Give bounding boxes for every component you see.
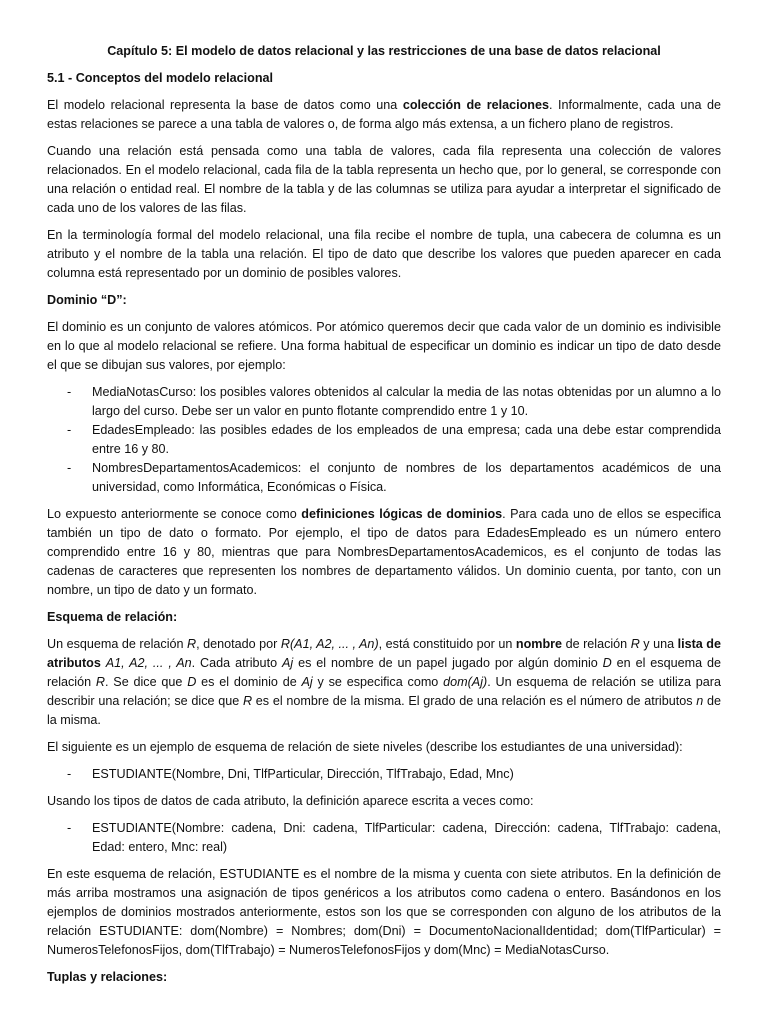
list-item: - ESTUDIANTE(Nombre, Dni, TlfParticular, Dirección, TlfTrabajo, Edad, Mnc): [47, 765, 721, 784]
paragraph-logical-domains: [47, 505, 721, 600]
text-run: es el nombre de la misma. El grado de una relación es el número de atributos: [252, 694, 697, 708]
italic-term: dom(Aj): [443, 675, 488, 689]
bold-term: lista de atributos: [47, 637, 722, 670]
text-run: . Se dice que: [105, 675, 188, 689]
text-run: y una: [639, 637, 678, 651]
tuplas-heading: Tuplas y relaciones:: [47, 970, 168, 984]
list-item: - MediaNotasCurso: los posibles valores obtenidos al calcular la media de las notas obtenidas por un alumno a lo largo del curso. Debe ser un valor en punto flotante comprendido entre 1 y 10.: [47, 383, 721, 421]
paragraph-text: . Para cada uno de ellos se especifica también un tipo de dato o formato. Por ejemplo, el tipo de datos para EdadesEmpleado es un número entero comprendido entre 16 y 80, mientras que para NombresDepartamentosAcademicos, es el conjunto de todas las cadenas de caracteres que representen los nombres de departamento válidos. Un dominio cuenta, por tanto, con un nombre, un tipo de dato y un formato.: [47, 507, 721, 597]
text-run: , denotado por: [196, 637, 281, 651]
list-item: - NombresDepartamentosAcademicos: el conjunto de nombres de los departamentos académicos de una universidad, como Informática, Económicas o Física.: [47, 459, 721, 497]
italic-term: R(A1, A2, ... , An): [280, 637, 379, 651]
italic-term: D: [187, 675, 197, 689]
text-run: . Cada atributo: [191, 656, 282, 670]
text-run: Un esquema de relación: [47, 637, 188, 651]
paragraph-text: Lo expuesto anteriormente se conoce como: [47, 507, 302, 521]
esquema-heading: Esquema de relación:: [47, 610, 178, 624]
dominio-heading: Dominio “D”:: [47, 293, 127, 307]
italic-term: A1, A2, ... , An: [105, 656, 192, 670]
list-item: - EdadesEmpleado: las posibles edades de los empleados de una empresa; cada una debe estar comprendida entre 16 y 80.: [47, 421, 721, 459]
paragraph-typed-intro: Usando los tipos de datos de cada atributo, la definición aparece escrita a veces como:: [47, 794, 534, 808]
text-run: , está constituido por un: [378, 637, 516, 651]
bold-term: definiciones lógicas de dominios: [301, 507, 503, 521]
paragraph-schema-explanation: En este esquema de relación, ESTUDIANTE es el nombre de la misma y cuenta con siete atributos. En la definición de más arriba mostramos una asignación de tipos genéricos a los atributos como cadena o entero. Basándonos en los ejemplos de dominios mostrados anteriormente, estos son los que se corresponden con alguno de los atributos de la relación ESTUDIANTE: dom(Nombre) = Nombres; dom(Dni) = DocumentoNacionalIdentidad; dom(TlfParticular) = NumerosTelefonosFijos, dom(TlfTrabajo) = NumerosTelefonosFijos y dom(Mnc) = MediaNotasCurso.: [47, 867, 721, 957]
bold-term: colección de relaciones: [402, 98, 549, 112]
italic-term: R: [630, 637, 640, 651]
bold-term: nombre: [515, 637, 563, 651]
domain-examples-list: [47, 383, 721, 497]
paragraph-table-values: Cuando una relación está pensada como una tabla de valores, cada fila representa una colección de valores relacionados. En el modelo relacional, cada fila de la tabla representa un hecho que, por lo general, se corresponde con una relación o entidad real. El nombre de la tabla y de las columnas se utiliza para ayudar a interpretar el significado de cada uno de los valores de las filas.: [47, 144, 721, 215]
list-item: - ESTUDIANTE(Nombre: cadena, Dni: cadena, TlfParticular: cadena, Dirección: cadena, TlfTrabajo: cadena, Edad: entero, Mnc: real): [47, 819, 721, 857]
schema-example-list: [47, 765, 721, 784]
text-run: es el dominio de: [196, 675, 302, 689]
typed-schema-list: [47, 819, 721, 857]
paragraph-text: . Informalmente, cada una de estas relaciones se parece a una tabla de valores o, de forma algo más extensa, a un fichero plano de registros.: [47, 98, 722, 131]
italic-term: n: [696, 694, 704, 708]
text-run: . Un esquema de relación se utiliza para describir una relación; se dice que: [47, 675, 721, 708]
text-run: de la misma.: [47, 694, 721, 727]
paragraph-relation-schema: [47, 635, 721, 730]
paragraph-intro: [47, 96, 721, 134]
text-run: de relación: [562, 637, 631, 651]
section-heading: 5.1 - Conceptos del modelo relacional: [47, 71, 274, 85]
italic-term: Aj: [281, 656, 294, 670]
paragraph-example-intro: El siguiente es un ejemplo de esquema de relación de siete niveles (describe los estudiantes de una universidad):: [47, 740, 683, 754]
italic-term: R: [95, 675, 106, 689]
italic-term: R: [187, 637, 197, 651]
chapter-title: Capítulo 5: El modelo de datos relacional y las restricciones de una base de datos relacional: [107, 44, 661, 58]
paragraph-terminology: En la terminología formal del modelo relacional, una fila recibe el nombre de tupla, una cabecera de columna es un atributo y el nombre de la tabla una relación. El tipo de dato que describe los valores que pueden aparecer en cada columna está representado por un dominio de posibles valores.: [47, 228, 721, 280]
italic-term: Aj: [301, 675, 313, 689]
italic-term: R: [242, 694, 253, 708]
italic-term: D: [602, 656, 612, 670]
text-run: y se especifica como: [312, 675, 444, 689]
paragraph-domain-definition: El dominio es un conjunto de valores atómicos. Por atómico queremos decir que cada valor de un dominio es indivisible en lo que al modelo relacional se refiere. Una forma habitual de especificar un dominio es indicar un tipo de dato desde el que se dibujan sus valores, por ejemplo:: [47, 320, 721, 372]
text-run: en el esquema de relación: [47, 656, 722, 689]
paragraph-text: El modelo relacional representa la base de datos como una: [47, 98, 403, 112]
text-run: es el nombre de un papel jugado por algún dominio: [293, 656, 603, 670]
